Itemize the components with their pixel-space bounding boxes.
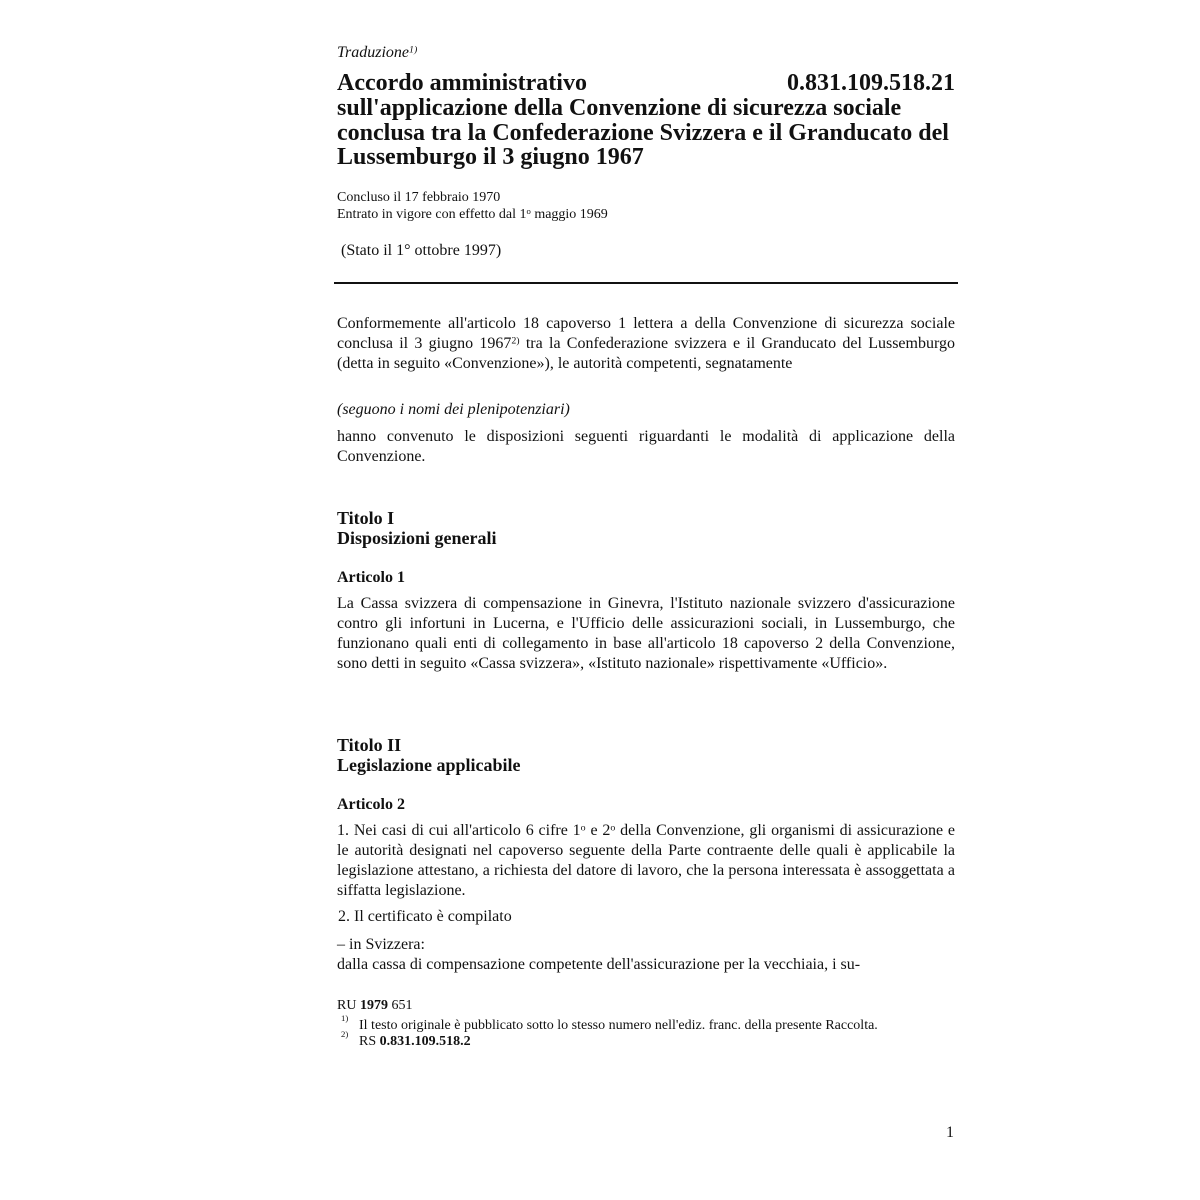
article-2-p1-text-c: della Convenzione, gli organismi di assicurazione e le autorità designati nel capoverso seguente della Parte contraente delle quali è applicabile la legislazione attestano, a richiesta del datore di lavoro, che la persona interessata è assoggettata a siffatta legislazione. (337, 822, 955, 899)
article-2-paragraph-1 (337, 821, 955, 901)
intro-text-start: Conformemente all'articolo 18 capoverso 1 lettera a della Convenzione di sicurezza sociale conclusa il 3 giugno 1967 (337, 315, 955, 352)
footnotes (337, 998, 955, 1050)
concluded-date: Concluso il 17 febbraio 1970 (337, 190, 501, 205)
article-2-heading: Articolo 2 (337, 796, 405, 813)
title-ii-heading (337, 735, 955, 775)
article-1-text: La Cassa svizzera di compensazione in Ginevra, l'Istituto nazionale svizzero d'assicurazione contro gli infortuni in Lucerna, e l'Ufficio delle assicurazioni sociali, in Lussemburgo, che funzionano quali enti di collegamento in base all'articolo 18 capoverso 2 della Convenzione, sono detti in seguito «Cassa svizzera», «Istituto nazionale» rispettivamente «Ufficio». (337, 595, 955, 672)
translation-text: Traduzione (337, 44, 410, 61)
footnote-2-mark: 2) (341, 1029, 349, 1039)
ru-reference (337, 998, 955, 1014)
in-force-sup: o (526, 206, 531, 217)
page-number: 1 (946, 1124, 954, 1141)
footnote-2 (337, 1029, 955, 1050)
footnote-ref-2[interactable]: 2) (511, 335, 520, 347)
title-i-number: Titolo I (337, 508, 395, 528)
title-i-heading (337, 508, 955, 548)
intro-paragraph (337, 314, 955, 374)
title-i-name: Disposizioni generali (337, 528, 497, 548)
footnote-1 (337, 1013, 955, 1034)
agreed-paragraph: hanno convenuto le disposizioni seguenti riguardanti le modalità di applicazione della Convenzione. (337, 428, 955, 465)
status-date: (Stato il 1° ottobre 1997) (341, 242, 502, 259)
article-2-dash-item: – in Svizzera: (337, 936, 425, 953)
footnote-1-text: Il testo originale è pubblicato sotto lo stesso numero nell'ediz. franc. della presente Raccolta. (359, 1018, 878, 1033)
title-ii-name: Legislazione applicabile (337, 755, 521, 775)
article-2-p1-text-a: 1. Nei casi di cui all'articolo 6 cifre 1 (337, 822, 581, 839)
in-force-date (337, 206, 955, 223)
page-content (337, 0, 957, 1200)
dates-block (337, 189, 955, 223)
document-title-line-4: Lussemburgo il 3 giugno 1967 (337, 144, 644, 170)
document-title-line-2: sull'applicazione della Convenzione di sicurezza sociale (337, 95, 902, 121)
document-title-line-3: conclusa tra la Confederazione Svizzera e il Granducato del (337, 119, 949, 146)
header-divider (334, 282, 958, 284)
intro-text-end: tra la Confederazione svizzera e il Granducato del Lussemburgo (detta in seguito «Convenzione»), le autorità competenti, segnatamente (337, 335, 956, 372)
title-row (337, 70, 955, 98)
article-2-paragraph-3: dalla cassa di compensazione competente dell'assicurazione per la vecchiaia, i su- (337, 956, 861, 973)
sr-number: 0.831.109.518.21 (787, 70, 955, 96)
document-title-line-1: Accordo amministrativo (337, 70, 587, 96)
ru-page: 651 (387, 998, 413, 1013)
ru-prefix: RU (337, 998, 360, 1013)
document-title-rest (337, 96, 955, 170)
article-1-heading: Articolo 1 (337, 569, 405, 586)
footnote-2-text (359, 1034, 955, 1050)
in-force-text-end: maggio 1969 (530, 207, 608, 222)
title-ii-number: Titolo II (337, 735, 402, 755)
article-2-paragraph-2: 2. Il certificato è compilato (338, 908, 512, 925)
article-2-p1-text-b: e 2 (585, 822, 611, 839)
article-2-p1-sup-2: o (610, 822, 616, 834)
footnote-2-prefix: RS (359, 1034, 380, 1049)
plenipotentiaries-note: (seguono i nomi dei plenipotenziari) (337, 401, 570, 418)
article-2-p1-sup-1: o (580, 822, 586, 834)
translation-label (337, 44, 955, 62)
in-force-text: Entrato in vigore con effetto dal 1 (337, 207, 527, 222)
footnote-1-mark: 1) (341, 1013, 349, 1023)
footnote-ref-1[interactable]: 1) (409, 44, 418, 56)
ru-year: 1979 (359, 998, 388, 1013)
footnote-2-number[interactable]: 0.831.109.518.2 (379, 1034, 471, 1049)
